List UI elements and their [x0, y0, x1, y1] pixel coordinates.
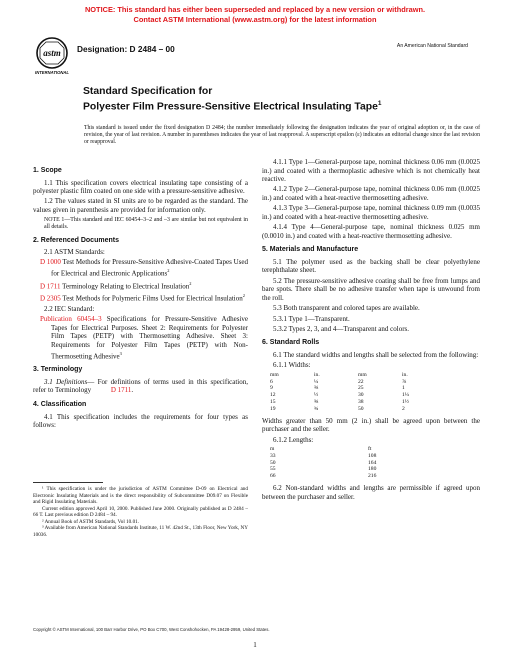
link-iec-60454-3[interactable]: Publication 60454–3: [40, 315, 102, 324]
para-2-1: 2.1 ASTM Standards:: [44, 248, 105, 257]
link-d1711[interactable]: D 1711: [40, 281, 61, 290]
section-referenced-documents-heading: 2. Referenced Documents: [33, 236, 119, 244]
para-5-3-2: 5.3.2 Types 2, 3, and 4—Transparent and colors.: [273, 324, 409, 333]
table-row: 9 ⅜ 25 1: [270, 385, 405, 392]
withdrawal-notice: [0, 5, 510, 24]
copyright-line: Copyright © ASTM International, 100 Barr Harbor Drive, PO Box C700, West Conshohocken, PA 19428-2959, United States.: [33, 627, 270, 632]
para-6-2: 6.2 Non-standard widths and lengths are permissible if agreed upon between the purchaser and seller.: [262, 484, 480, 501]
reference-iec-60454-3: Publication 60454–3 Specifications for Pressure-Sensitive Adhesive Tapes for Electrical Purposes. Sheet 2: Requirements for Polyester Film Tapes (PETP) with Thermosetting Adhesive. Sheet 3: Requirements for Polyester Film Tapes (PETP) with Non-Thermosetting Adhesive$^3$: [40, 315, 248, 360]
designation: Designation: D 2484 – 00: [77, 44, 175, 54]
table-row: 6 ¼ 22 ⅞: [270, 378, 407, 385]
link-d2305[interactable]: D 2305: [40, 294, 61, 303]
notice-line-2: Contact ASTM International (www.astm.org) for the latest information: [133, 14, 377, 24]
table-row: 33 108: [270, 452, 377, 459]
footnote-rule: [33, 482, 103, 483]
table-header-row: mm in. mm in.: [270, 371, 408, 378]
para-5-2: 5.2 The pressure-sensitive adhesive coating shall be free from lumps and bare spots. There shall be no adhesive transfer when tape is unwound from the roll.: [262, 276, 480, 302]
para-4-1-4: 4.1.4 Type 4—General-purpose tape, nominal thickness 0.025 mm (0.0010 in.) and coated with a heat-reactive thermosetting adhesive.: [262, 223, 480, 240]
right-column: [262, 158, 480, 503]
section-standard-rolls-heading: 6. Standard Rolls: [262, 339, 320, 347]
para-5-3-1: 5.3.1 Type 1—Transparent.: [273, 314, 350, 323]
table-header-row: m ft: [270, 446, 372, 453]
para-5-3: 5.3 Both transparent and colored tapes are available.: [273, 304, 420, 313]
title-line-2: Polyester Film Pressure-Sensitive Electrical Insulating Tape$^1$: [83, 100, 382, 113]
para-4-1-2: 4.1.2 Type 2—General-purpose tape, nominal thickness 0.06 mm (0.0025 in.) and coated with a heat-reactive thermosetting adhesive.: [262, 185, 480, 202]
para-4-1-1: 4.1.1 Type 1—General-purpose tape, nominal thickness 0.06 mm (0.0025 in.) and coated with a thermoplastic adhesive which is not chemically heat reactive.: [262, 158, 480, 184]
document-title: [83, 86, 483, 113]
para-1-1: 1.1 This specification covers electrical insulating tape consisting of a polyester plastic film coated on one side with a pressure-sensitive adhesive.: [33, 178, 248, 196]
svg-text:INTERNATIONAL: INTERNATIONAL: [35, 70, 69, 75]
para-6-1-1: 6.1.1 Widths:: [273, 361, 311, 370]
table-row: 66 216: [270, 473, 377, 480]
notice-line-1: NOTICE: This standard has either been superseded and replaced by a new version or withdrawn.: [84, 5, 426, 14]
table-row: 55 180: [270, 466, 377, 473]
footnotes: [33, 482, 248, 538]
issuance-statement: This standard is issued under the fixed designation D 2484; the number immediately following the designation indicates the year of original adoption or, in the case of revision, the year of last revision. A number in parentheses indicates the year of last reapproval. A superscript epsilon (ε) indicates an editorial change since the last revision or reapproval.: [84, 125, 480, 146]
lengths-table: [270, 446, 466, 480]
para-4-1-3: 4.1.3 Type 3—General-purpose tape, nominal thickness 0.09 mm (0.0035 in.) and coated with a heat-reactive thermosetting adhesive.: [262, 204, 480, 221]
section-classification-heading: 4. Classification: [33, 401, 87, 409]
para-5-1: 5.1 The polymer used as the backing shall be clear polyethylene terephthalate sheet.: [262, 257, 480, 275]
table-row: 15 ⅝ 38 1½: [270, 399, 409, 406]
table-row: 19 ¾ 50 2: [270, 405, 405, 412]
footnote-1b: Current edition approved April 10, 2000. Published June 2000. Originally published as D 2484 – 66 T. Last previous edition D 2484 – 94.: [33, 505, 248, 518]
svg-text:astm: astm: [43, 48, 61, 58]
para-1-2: 1.2 The values stated in SI units are to be regarded as the standard. The values given in parenthesis are provided for information only.: [33, 197, 248, 214]
page-number: 1: [253, 641, 257, 649]
section-terminology-heading: 3. Terminology: [33, 366, 83, 374]
para-6-1: 6.1 The standard widths and lengths shall be selected from the following:: [273, 350, 479, 359]
footnote-3: ³ Available from American National Standards Institute, 11 W. 42nd St., 13th Floor, New York, NY 10036.: [33, 525, 248, 538]
para-4-1: 4.1 This specification includes the requirements for four types as follows:: [33, 412, 248, 430]
link-terminology-d1711[interactable]: D 1711: [110, 386, 132, 395]
title-line-1: Standard Specification for: [83, 86, 213, 97]
para-6-1-2: 6.1.2 Lengths:: [273, 435, 314, 444]
astm-logo-icon: [34, 36, 70, 76]
section-scope-heading: 1. Scope: [33, 167, 62, 174]
reference-d1000: D 1000 Test Methods for Pressure-Sensitive Adhesive-Coated Tapes Used for Electrical and Electronic Applications$^2$: [40, 258, 248, 278]
note-1: NOTE 1—This standard and IEC 60454–3–2 and –3 are similar but not equivalent in all details.: [44, 216, 248, 230]
para-2-2: 2.2 IEC Standard:: [44, 304, 95, 313]
table-row: 50 164: [270, 459, 377, 466]
footnote-2: ² Annual Book of ASTM Standards, Vol 10.01.: [42, 518, 140, 525]
widths-table: [270, 372, 446, 413]
national-standard-label: An American National Standard: [396, 43, 468, 49]
link-d1000[interactable]: D 1000: [40, 258, 61, 267]
footnote-1: ¹ This specification is under the jurisdiction of ASTM Committee D-09 on Electrical and Electronic Insulating Materials and is the direct responsibility of Subcommittee D09.07 on Flexible and Rigid Insulating Materials.: [33, 486, 248, 505]
para-3-1: 3.1 Definitions— For definitions of terms used in this specification, refer to Terminology D 1711.: [33, 377, 248, 395]
reference-d2305: D 2305 Test Methods for Polymeric Films Used for Electrical Insulation$^2$: [40, 293, 245, 303]
para-6-1-widths-note: Widths greater than 50 mm (2 in.) shall be agreed upon between the purchaser and the seller.: [262, 416, 480, 434]
left-column: [33, 161, 248, 431]
table-row: 12 ½ 30 1¼: [270, 392, 409, 399]
reference-d1711: D 1711 Terminology Relating to Electrical Insulation$^2$: [40, 280, 192, 290]
section-materials-heading: 5. Materials and Manufacture: [262, 246, 359, 254]
